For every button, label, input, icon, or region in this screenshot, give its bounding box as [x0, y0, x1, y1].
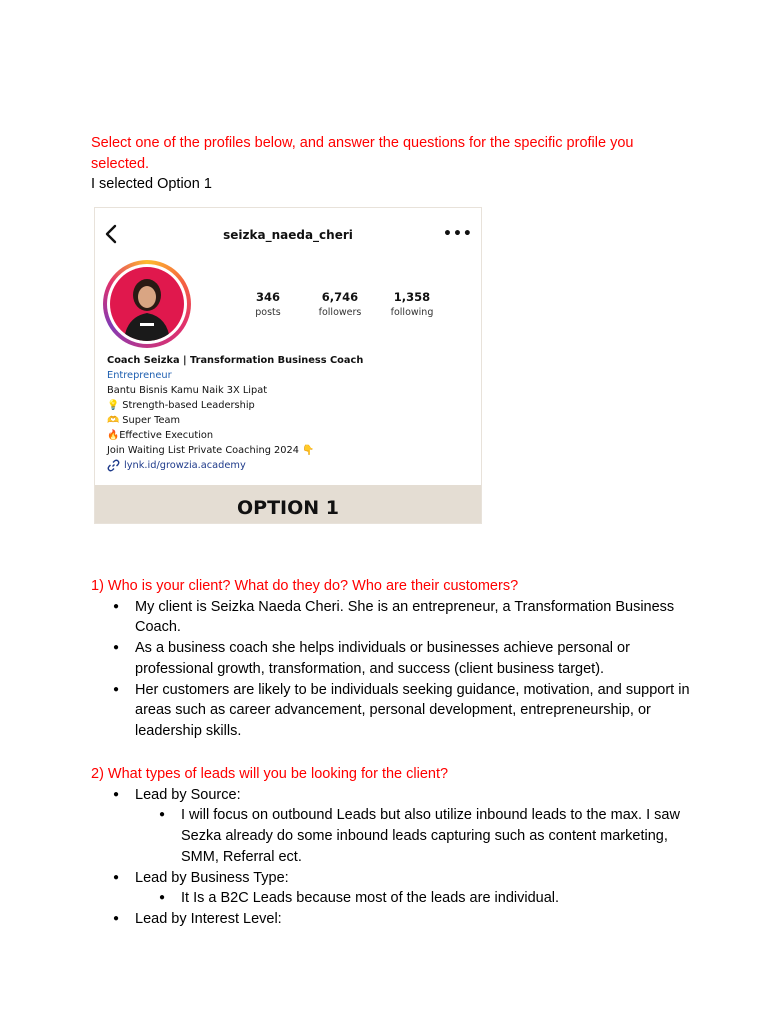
question-1-section — [91, 576, 691, 742]
stat-posts[interactable] — [233, 290, 303, 318]
stat-followers-value: 6,746 — [321, 290, 359, 304]
stat-following-value: 1,358 — [393, 290, 431, 304]
bio-category: Entrepreneur — [107, 370, 172, 381]
question-2: 2) What types of leads will you be looking for the client? — [91, 766, 449, 782]
bio-line: 🔥Effective Execution — [107, 430, 214, 441]
stat-posts-value: 346 — [255, 290, 280, 304]
list-item: ● Lead by Interest Level: — [91, 909, 691, 930]
bio-line: Join Waiting List Private Coaching 2024 👇 — [107, 445, 315, 456]
list-item: ● Lead by Source: — [91, 785, 691, 806]
bio-link[interactable] — [107, 458, 363, 473]
list-item: ● It Is a B2C Leads because most of the leads are individual. — [91, 888, 691, 909]
stat-followers[interactable] — [305, 290, 375, 318]
answer-list-1 — [91, 597, 691, 743]
story-ring — [103, 260, 191, 348]
list-item: ● I will focus on outbound Leads but also utilize inbound leads to the max. I saw Sezka already do some inbound leads capturing such as content marketing, SMM, Referral ect. — [91, 805, 691, 867]
instruction-text: Select one of the profiles below, and answer the questions for the specific profile you selected. — [91, 135, 634, 172]
list-item: ● My client is Seizka Naeda Cheri. She is an entrepreneur, a Transformation Business Coach. — [91, 597, 691, 639]
bio-link-text: lynk.id/growzia.academy — [124, 460, 246, 471]
stat-following-label: following — [390, 307, 434, 318]
selection-text: I selected Option 1 — [91, 176, 212, 192]
list-item: ● Her customers are likely to be individuals seeking guidance, motivation, and support in areas such as career advancement, personal development, entrepreneurship, or leadership skills. — [91, 680, 691, 742]
option-label: OPTION 1 — [95, 485, 481, 523]
list-item: ● As a business coach she helps individuals or businesses achieve personal or professional growth, transformation, and success (client business target). — [91, 638, 691, 680]
profile-bio — [107, 353, 363, 473]
stat-posts-label: posts — [255, 307, 281, 318]
stat-followers-label: followers — [318, 307, 362, 318]
list-item: ● Lead by Business Type: — [91, 868, 691, 889]
more-options-icon: ••• — [443, 226, 473, 242]
profile-username: seizka_naeda_cheri — [223, 228, 353, 242]
profile-screenshot — [94, 207, 482, 524]
question-2-section — [91, 764, 691, 930]
avatar — [110, 267, 184, 341]
bio-line: Bantu Bisnis Kamu Naik 3X Lipat — [107, 385, 268, 396]
person-silhouette-icon — [110, 267, 184, 341]
bio-line: 🫶 Super Team — [107, 415, 181, 426]
answer-list-2 — [91, 785, 691, 931]
link-icon — [107, 459, 120, 472]
intro-section — [91, 133, 691, 195]
question-1: 1) Who is your client? What do they do? Who are their customers? — [91, 578, 519, 594]
stat-following[interactable] — [377, 290, 447, 318]
bio-line: 💡 Strength-based Leadership — [107, 400, 255, 411]
bio-name: Coach Seizka | Transformation Business Coach — [107, 355, 364, 366]
